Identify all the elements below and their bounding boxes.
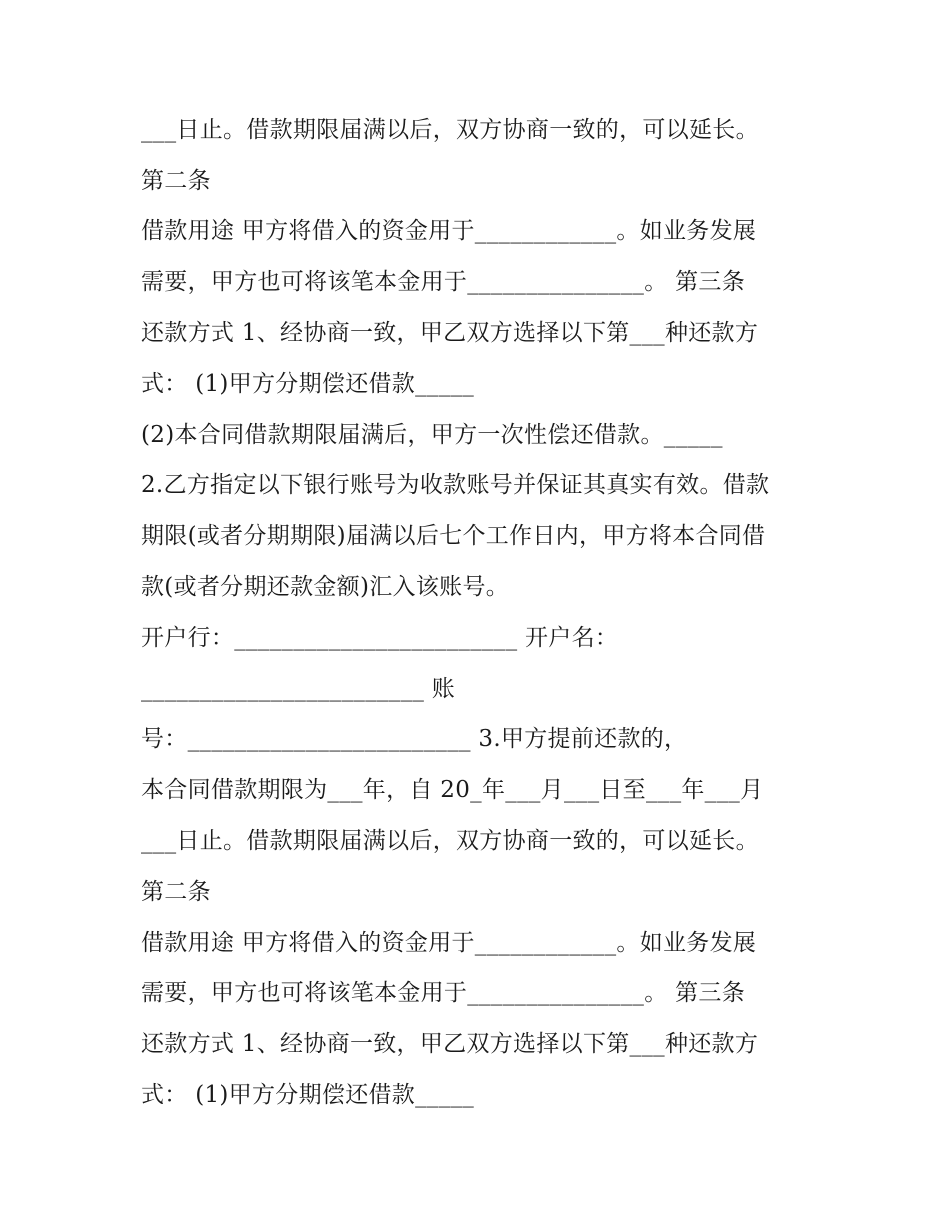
text-line: 第二条 (141, 168, 211, 194)
text-line: 第二条 (141, 879, 211, 905)
text-line: ________________________ 账 (141, 676, 456, 702)
text-line: 还款方式 1、经协商一致，甲乙双方选择以下第___种还款方 (141, 320, 759, 346)
text-line: ___日止。借款期限届满以后，双方协商一致的，可以延长。 (141, 117, 759, 143)
text-line: 需要，甲方也可将该笔本金用于_______________。 第三条 (141, 269, 746, 295)
text-line: 需要，甲方也可将该笔本金用于_______________。 第三条 (141, 980, 746, 1006)
text-line: 本合同借款期限为___年，自 20_年___月___日至___年___月 (141, 777, 764, 803)
text-line: 期限(或者分期期限)届满以后七个工作日内，甲方将本合同借 (141, 523, 766, 549)
text-line: 号：________________________ 3.甲方提前还款的， (141, 726, 688, 752)
text-line: 还款方式 1、经协商一致，甲乙双方选择以下第___种还款方 (141, 1031, 759, 1057)
text-line: (2)本合同借款期限届满后，甲方一次性偿还借款。_____ (141, 422, 723, 448)
text-line: ___日止。借款期限届满以后，双方协商一致的，可以延长。 (141, 828, 759, 854)
text-line: 式： (1)甲方分期偿还借款_____ (141, 1082, 475, 1108)
text-line: 借款用途 甲方将借入的资金用于____________。如业务发展 (141, 218, 757, 244)
text-line: 开户行：________________________ 开户名： (141, 625, 619, 651)
text-line: 2.乙方指定以下银行账号为收款账号并保证其真实有效。借款 (141, 472, 770, 498)
text-line: 款(或者分期还款金额)汇入该账号。 (141, 574, 510, 600)
text-line: 式： (1)甲方分期偿还借款_____ (141, 371, 475, 397)
text-line: 借款用途 甲方将借入的资金用于____________。如业务发展 (141, 930, 757, 956)
